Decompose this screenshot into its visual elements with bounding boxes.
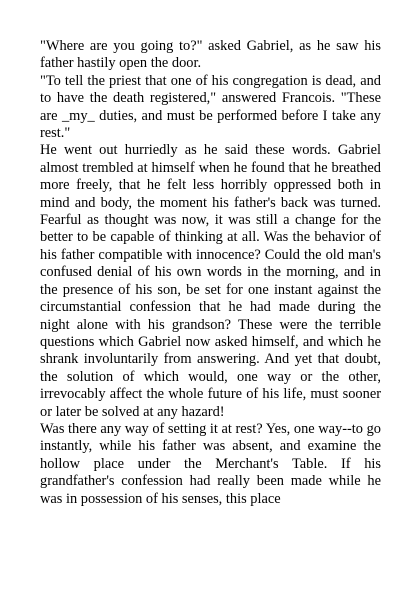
paragraph-2: "To tell the priest that one of his congregation is dead, and to have the death registered," answered Francois. "These are _my_ duties, and must be performed before I take any rest." [40,72,381,142]
document-page [40,38,381,508]
paragraph-4: Was there any way of setting it at rest? Yes, one way--to go instantly, while his father was absent, and examine the hollow place under the Merchant's Table. If his grandfather's confession had really been made while he was in possession of his senses, this place [40,420,381,507]
paragraph-1: "Where are you going to?" asked Gabriel, as he saw his father hastily open the door. [40,38,381,72]
paragraph-3: He went out hurriedly as he said these words. Gabriel almost trembled at himself when he found that he breathed more freely, that he felt less horribly oppressed both in mind and body, the moment his father's back was turned. Fearful as thought was now, it was still a change for the better to be capable of thinking at all. Was the behavior of his father compatible with innocence? Could the old man's confused denial of his own words in the morning, and in the presence of his son, be set for one instant against the circumstantial confession that he had made during the night alone with his grandson? These were the terrible questions which Gabriel now asked himself, and which he shrank involuntarily from answering. And yet that doubt, the solution of which would, one way or the other, irrevocably affect the whole future of his life, must sooner or later be solved at any hazard! [40,142,381,420]
